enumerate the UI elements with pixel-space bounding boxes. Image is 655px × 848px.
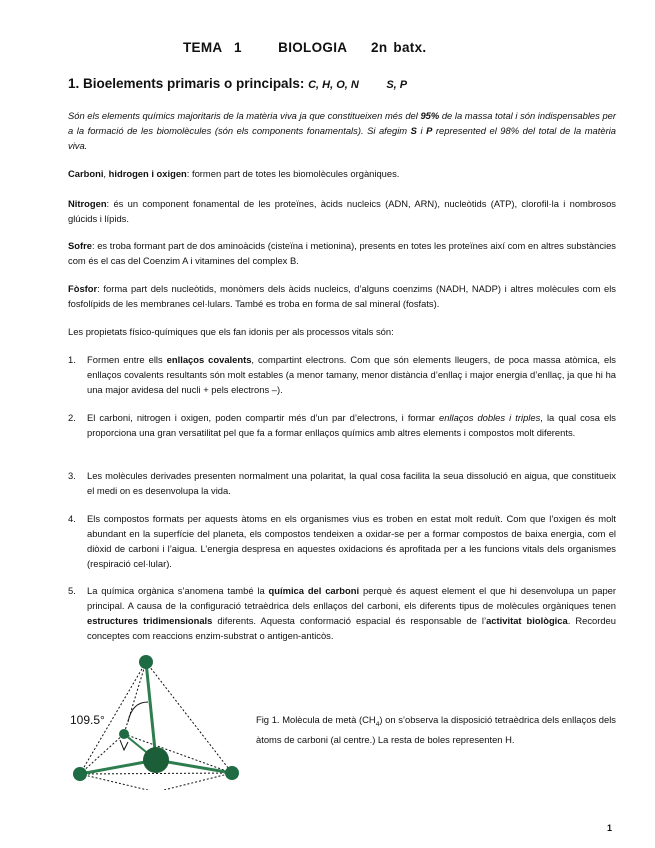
intro-text: Són els elements químics majoritaris de la matèria viva ja que constitueixen més del [68,110,421,121]
intro-paragraph [68,108,616,153]
caption-text: Fig 1. Molècula de metà (CH [256,714,376,725]
angle-arc [128,702,148,722]
intro-bold: 95% [420,110,440,121]
list-number: 1. [68,354,76,365]
section-heading-text: 1. Bioelements primaris o principals: [68,76,305,91]
list-number: 2. [68,412,76,423]
term-fosfor: Fòsfor [68,283,98,294]
section-heading-symbols: C, H, O, N S, P [308,79,408,91]
paragraph-text: : forma part dels nucleòtids, monòmers dels àcids nucleics, d’alguns coenzims (NADH, NADP) i altres molècules com els fosfolípids de les membranes cel·lulars. També es troba en forma de sal mineral (fosfats). [68,283,616,309]
caption-text: ) on s’observa la disposició tetraèdrica dels enllaços dels àtoms de carboni (al centre.) La resta de boles representen H. [256,714,616,745]
intro-text: i [416,125,427,136]
bold-term: activitat biològica [486,615,568,626]
carbon-atom [143,747,169,773]
paragraph-nitrogen [68,196,616,226]
caption-subscript: 4 [375,720,380,728]
list-item-text: Les molècules derivades presenten normalment una polaritat, la qual cosa facilita la seua dissolució en aigua, que constitueix el medi on es desenvolupa la vida. [87,470,616,496]
hydrogen-atom [139,655,153,669]
paragraph-text: : es troba formant part de dos aminoàcids (cisteïna i metionina), presents en totes les proteïnes així com en altres substàncies com és el cas del Coenzim A i vitamines del complex B. [68,240,616,266]
intro-text: represented el 98% del total de la matèria viva. [68,125,616,151]
text: Formen entre ells [87,354,167,365]
list-number: 3. [68,470,76,481]
paragraph-text: : formen part de totes les biomolècules orgàniques. [186,168,400,179]
tetrahedron-edge [124,734,232,773]
paragraph-properties: Les propietats físico-químiques que els fan idonis per als processos vitals són: [68,326,394,337]
paragraph-text: , [103,168,109,179]
angle-label: 109.5° [70,713,105,727]
page-number: 1 [607,823,613,833]
paragraph-carboni [68,166,616,181]
hydrogen-atom [225,766,239,780]
list-item-text [87,583,616,643]
text: , la qual cosa els proporciona una gran versatilitat pel que fa a formar enllaços químics amb altres elements i compostos molt diferents. [87,412,616,438]
tetrahedron-edge [80,773,232,774]
bold-term: enllaços covalents [166,354,252,365]
figure-caption [256,712,616,747]
intro-bold: S [410,125,417,136]
list-item [68,583,616,643]
text: , compartint electrons. Com que són elements lleugers, de poca massa atòmica, els enllaços covalents resultants són molt estables (a menor tamany, menor distància d’enllaç i major energia d’enllaç, ja que hi ha una major avidesa del nucli + pels electrons –). [87,354,616,395]
tetrahedron-edge [80,774,156,790]
list-item-text [87,410,616,440]
hydrogen-atom [73,767,87,781]
angle-arrow [120,740,128,750]
paragraph-sofre [68,238,616,268]
term-carboni: Carboni [68,168,104,179]
text: diferents. Aquesta conformació espacial és responsable de l’ [212,615,487,626]
list-item [68,511,616,571]
list-number: 5. [68,585,76,596]
list-item-text [87,352,616,397]
list-item [68,468,616,498]
list-item [68,352,616,397]
paragraph-fosfor [68,281,616,311]
text: El carboni, nitrogen i oxigen, poden compartir més d’un par d’electrons, i formar [87,412,439,423]
text: La química orgànica s’anomena també la [87,585,269,596]
text: perquè és aquest element el que hi desenvolupa un paper principal. A causa de la configuració tetraèdrica dels enllaços del carboni, els diferents tipus de molècules orgàniques tenen [87,585,617,611]
paragraph-text: : és un component fonamental de les proteïnes, àcids nucleics (ADN, ARN), nucleòtids (ATP), clorofil·la i nombrosos glúcids i lípids. [68,198,616,224]
list-item-text: Els compostos formats per aquests àtoms en els organismes vius es troben en estat molt reduït. Com que l’oxigen és molt abundant en la superfície del planeta, els compostos tendeixen a oxidar-se per a formar compostos de baixa energia, com el diòxid de carboni i l’aigua. L’energia despresa en aquestes oxidacions és aprofitada per a les funcions vitals dels organismes (respiració cel·lular). [87,513,616,569]
bold-term: química del carboni [268,585,360,596]
intro-bold: P [426,125,433,136]
term-hidrogen-oxigen: hidrogen i oxigen [108,168,187,179]
page-title: TEMA 1 BIOLOGIA 2n batx. [183,40,427,55]
term-sofre: Sofre [68,240,92,251]
list-item [68,410,616,440]
text: . Recordeu conceptes com reaccions enzim-substrat o antigen-anticòs. [87,615,616,641]
italic-term: enllaços dobles i triples [438,412,541,423]
bold-term: estructures tridimensionals [87,615,213,626]
intro-text: de la massa total i són indispensables per a la formació de les biomolècules (són els components fonamentals). Si afegim [68,110,616,136]
bond-line [146,662,156,760]
section-heading [68,76,407,91]
list-number: 4. [68,513,76,524]
tetrahedron-edge [156,773,232,790]
hydrogen-atom [119,729,129,739]
tetrahedron-edge [124,662,146,734]
term-nitrogen: Nitrogen [68,198,107,209]
methane-tetrahedron-figure [68,650,248,790]
